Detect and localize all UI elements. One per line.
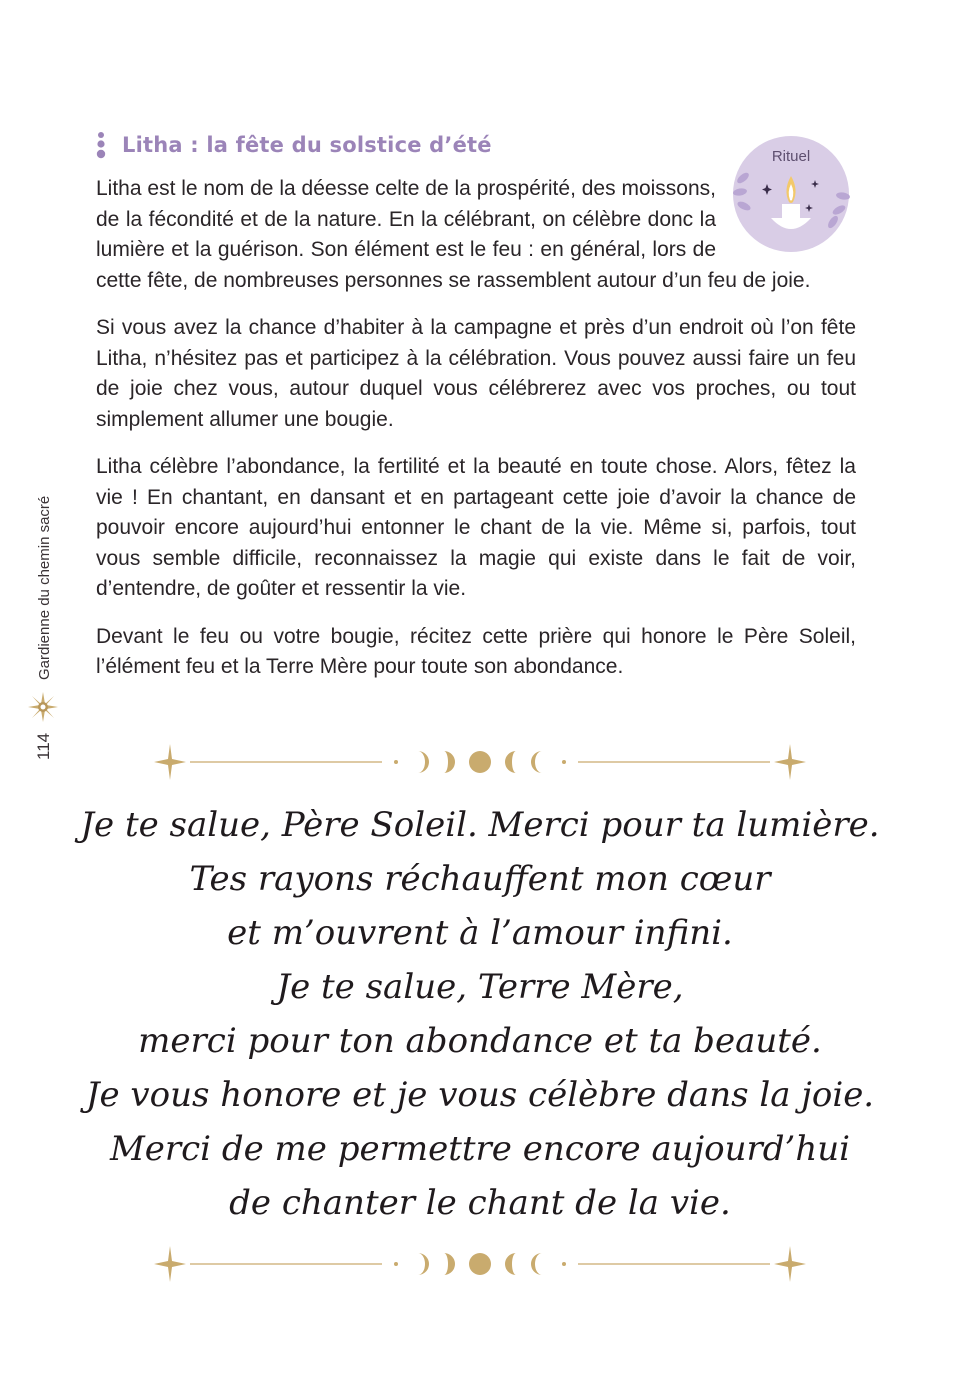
running-title: Gardienne du chemin sacré [36, 495, 53, 680]
section-heading [94, 130, 492, 160]
paragraph: Si vous avez la chance d’habiter à la campagne et près d’un endroit où l’on fête Litha, n’hésitez pas et participez à la célébration. Vous pouvez aussi faire un feu de joie chez vous, autour duquel vous célébrerez avec vos proches, ou tout simplement allumer une bougie. [96, 316, 856, 431]
three-dots-icon [94, 130, 108, 160]
body-text [96, 174, 856, 700]
prayer [60, 798, 900, 1230]
prayer-line: Tes rayons réchauffent mon cœur [189, 859, 771, 899]
section-title: Litha : la fête du solstice d’été [122, 133, 492, 157]
moon-phases-divider [150, 1244, 810, 1284]
sun-star-icon [28, 692, 58, 722]
prayer-line: Je te salue, Père Soleil. Merci pour ta lumière. [80, 805, 880, 845]
paragraph: Litha célèbre l’abondance, la fertilité et la beauté en toute chose. Alors, fêtez la vie ! En chantant, en dansant et en partageant cette joie d’avoir la chance de pouvoir encore aujourd’hui entonner le chant de la vie. Même si, parfois, tout vous semble difficile, reconnaissez la magie qui existe dans le fait de voir, d’entendre, de goûter et ressentir la vie. [96, 455, 856, 600]
prayer-line: Je vous honore et je vous célèbre dans la joie. [85, 1075, 875, 1115]
paragraph: Litha est le nom de la déesse celte de la prospérité, des moissons, de la fécondité et de la nature. En la célébrant, on célèbre donc la lumière et la guérison. Son élément est le feu : en général, lors de cette fête, de nombreuses personnes se rassemblent autour d’un feu de joie. [96, 177, 811, 292]
prayer-line: de chanter le chant de la vie. [229, 1183, 731, 1223]
prayer-line: et m’ouvrent à l’amour infini. [227, 913, 733, 953]
page-number: 114 [34, 732, 53, 760]
prayer-line: merci pour ton abondance et ta beauté. [138, 1021, 822, 1061]
prayer-line: Merci de me permettre encore aujourd’hui [109, 1129, 851, 1169]
prayer-line: Je te salue, Terre Mère, [276, 967, 684, 1007]
badge-label: Rituel [771, 148, 811, 165]
moon-phases-divider [150, 742, 810, 782]
paragraph: Devant le feu ou votre bougie, récitez cette prière qui honore le Père Soleil, l’élément feu et la Terre Mère pour toute son abondance. [96, 624, 856, 678]
